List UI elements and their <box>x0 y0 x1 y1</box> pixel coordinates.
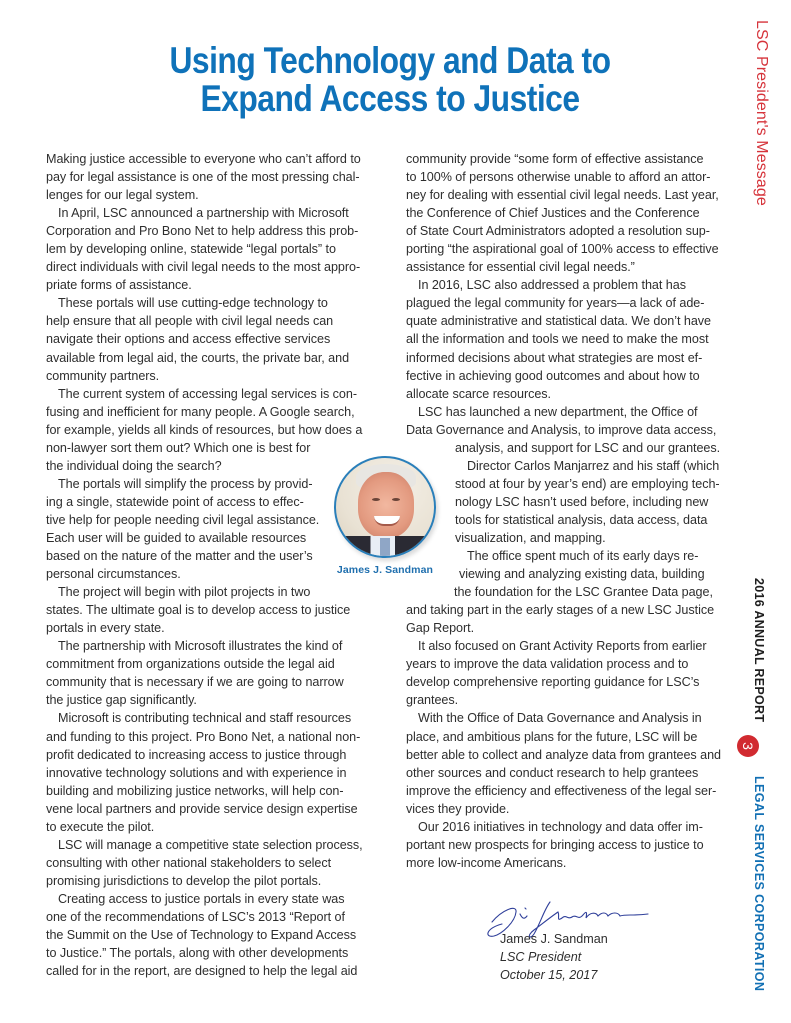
body-text-line: Microsoft is contributing technical and staff resources <box>58 711 352 726</box>
body-text-line: In April, LSC announced a partnership with Microsoft <box>58 206 349 221</box>
photo-face <box>358 472 414 538</box>
section-label-vertical: LSC President's Message <box>753 20 770 206</box>
body-text-line: LSC has launched a new department, the Office of <box>418 404 698 419</box>
photo-eye <box>392 498 400 501</box>
body-text-line: The partnership with Microsoft illustrates the kind of <box>58 639 343 654</box>
body-text-line: vices they provide. <box>406 801 510 816</box>
body-text-line: more low-income Americans. <box>406 855 567 870</box>
body-text-line: priate forms of assistance. <box>46 278 192 293</box>
body-text-line: Our 2016 initiatives in technology and data offer im- <box>418 819 703 834</box>
body-text-line: improve the efficiency and effectiveness of the legal ser- <box>406 783 717 798</box>
body-text-line: the justice gap significantly. <box>46 693 197 708</box>
body-text-line: Gap Report. <box>406 621 475 636</box>
body-text-line: visualization, and mapping. <box>455 530 606 545</box>
page-title <box>158 42 622 118</box>
body-text-line: for example, yields all kinds of resources, but how does a <box>46 422 363 437</box>
body-text-line: develop comprehensive reporting guidance for LSC’s <box>406 675 700 690</box>
body-text-line: innovative technology solutions and with experience in <box>46 765 347 780</box>
body-text-line: community provide “some form of effective assistance <box>406 152 704 166</box>
body-text-line: grantees. <box>406 693 459 708</box>
body-text-line: the individual doing the search? <box>46 458 222 473</box>
body-text-line: to Justice.” The portals, along with other developments <box>46 946 349 961</box>
body-text-line: to execute the pilot. <box>46 819 155 834</box>
body-text-line: The office spent much of its early days re- <box>467 549 699 564</box>
body-text-line: personal circumstances. <box>46 567 181 582</box>
body-text-line: assistance for essential civil legal needs.” <box>406 260 635 275</box>
body-text-line: allocate scarce resources. <box>406 386 551 401</box>
right-column <box>406 150 728 872</box>
body-text-line: stood at four by year’s end) are employing tech- <box>455 476 720 491</box>
body-text-line: states. The ultimate goal is to develop access to justice <box>46 603 351 618</box>
body-text-line: fusing and inefficient for many people. A Google search, <box>46 404 355 419</box>
body-text-line: ney for dealing with essential civil legal needs. Last year, <box>406 188 719 203</box>
body-text-line: Director Carlos Manjarrez and his staff (which <box>467 458 720 473</box>
body-text-line: of State Court Administrators adopted a resolution sup- <box>406 224 710 239</box>
body-text-line: the Conference of Chief Justices and the Conference <box>406 206 700 221</box>
body-text-line: With the Office of Data Governance and Analysis in <box>418 711 702 726</box>
body-text-line: help ensure that all people with civil legal needs can <box>46 314 334 329</box>
organization-label-vertical: LEGAL SERVICES CORPORATION <box>752 776 766 992</box>
body-text-line: and taking part in the early stages of a new LSC Justice <box>406 603 715 618</box>
body-text-line: profit dedicated to increasing access to justice through <box>46 747 347 762</box>
body-text-line: and funding to this project. Pro Bono Net, a national non- <box>46 729 361 744</box>
body-text-line: analysis, and support for LSC and our grantees. <box>455 440 721 455</box>
body-text-line: The portals will simplify the process by provid- <box>58 476 313 491</box>
body-text-line: available from legal aid, the courts, the private bar, and <box>46 350 350 365</box>
body-text-line: pay for legal assistance is one of the most pressing chal- <box>46 170 360 185</box>
body-text-line: other sources and conduct research to help grantees <box>406 765 699 780</box>
body-text-line: non-lawyer sort them out? Which one is best for <box>46 440 311 455</box>
body-text-line: The current system of accessing legal services is con- <box>58 386 357 401</box>
body-text-line: porting “the aspirational goal of 100% access to effective <box>406 242 719 257</box>
signature-date: October 15, 2017 <box>500 968 598 982</box>
body-text-line: It also focused on Grant Activity Reports from earlier <box>418 639 707 654</box>
body-text-line: called for in the report, are designed to help the legal aid <box>46 964 358 979</box>
body-text-line: portals in every state. <box>46 621 165 636</box>
page-title-line-2: Expand Access to Justice <box>200 78 580 119</box>
body-text-line: vene local partners and provide service design expertise <box>46 801 358 816</box>
body-text-line: one of the recommendations of LSC’s 2013 “Report of <box>46 909 345 924</box>
body-text-line: nology LSC hasn’t used before, including new <box>455 494 709 509</box>
signatory-role: LSC President <box>500 950 582 964</box>
body-text-line: ing a single, statewide point of access to effec- <box>46 494 304 509</box>
body-text-line: tive help for people needing civil legal assistance. <box>46 512 320 527</box>
body-text-line: Making justice accessible to everyone who can’t afford to <box>46 152 361 166</box>
body-text-line: Creating access to justice portals in every state was <box>58 891 345 906</box>
signatory-name: James J. Sandman <box>500 932 608 946</box>
body-text-line: to 100% of persons otherwise unable to afford an attor- <box>406 170 711 185</box>
body-text-line: lem by developing online, statewide “legal portals” to <box>46 242 336 257</box>
body-text-line: building and mobilizing justice networks, will help con- <box>46 783 344 798</box>
body-text-line: plagued the legal community for years—a lack of ade- <box>406 296 705 311</box>
body-text-line: consulting with other national stakeholders to select <box>46 855 332 870</box>
body-text-line: In 2016, LSC also addressed a problem that has <box>418 278 686 293</box>
body-text-line: informed decisions about what strategies are most ef- <box>406 350 703 365</box>
page-number: 3 <box>739 742 756 750</box>
president-photo-figure <box>330 456 440 576</box>
body-text-line: tools for statistical analysis, data access, data <box>455 512 708 527</box>
body-text-line: Corporation and Pro Bono Net to help address this prob- <box>46 224 359 239</box>
body-text-line: the Summit on the Use of Technology to Expand Access <box>46 928 357 943</box>
body-text-line: portant new prospects for bringing access to justice to <box>406 837 704 852</box>
body-text-line: commitment from organizations outside the legal aid <box>46 657 335 672</box>
body-text-line: fective in achieving good outcomes and about how to <box>406 368 700 383</box>
president-photo <box>334 456 436 558</box>
body-text-line: quate administrative and statistical data. We don’t have <box>406 314 711 329</box>
body-text-line: community that is necessary if we are going to narrow <box>46 675 344 690</box>
body-text-line: place, and ambitious plans for the future, LSC will be <box>406 729 698 744</box>
body-text-line: These portals will use cutting-edge technology to <box>58 296 328 311</box>
body-text-line: better able to collect and analyze data from grantees and <box>406 747 721 762</box>
page-number-badge <box>737 735 759 757</box>
body-text-line: all the information and tools we need to make the most <box>406 332 709 347</box>
body-text-line: based on the nature of the matter and the user’s <box>46 549 313 564</box>
left-column <box>46 150 376 980</box>
body-text-line: lenges for our legal system. <box>46 188 199 203</box>
page-title-line-1: Using Technology and Data to <box>169 40 611 81</box>
report-label-vertical: 2016 ANNUAL REPORT <box>752 578 766 723</box>
body-text-line: Each user will be guided to available resources <box>46 530 307 545</box>
photo-eye <box>372 498 380 501</box>
body-text-line: navigate their options and access effective services <box>46 332 331 347</box>
photo-caption: James J. Sandman <box>336 564 434 576</box>
body-text-line: promising jurisdictions to develop the pilot portals. <box>46 873 322 888</box>
body-text-line: the foundation for the LSC Grantee Data page, <box>454 585 713 600</box>
body-text-line: direct individuals with civil legal needs to the most appro- <box>46 260 361 275</box>
photo-tie <box>380 538 390 558</box>
body-text-line: Data Governance and Analysis, to improve data access, <box>406 422 717 437</box>
body-text-line: community partners. <box>46 368 160 383</box>
body-text-line: viewing and analyzing existing data, building <box>459 567 705 582</box>
body-text-line: years to improve the data validation process and to <box>406 657 689 672</box>
body-text-line: The project will begin with pilot projects in two <box>58 585 311 600</box>
body-text-line: LSC will manage a competitive state selection process, <box>58 837 363 852</box>
